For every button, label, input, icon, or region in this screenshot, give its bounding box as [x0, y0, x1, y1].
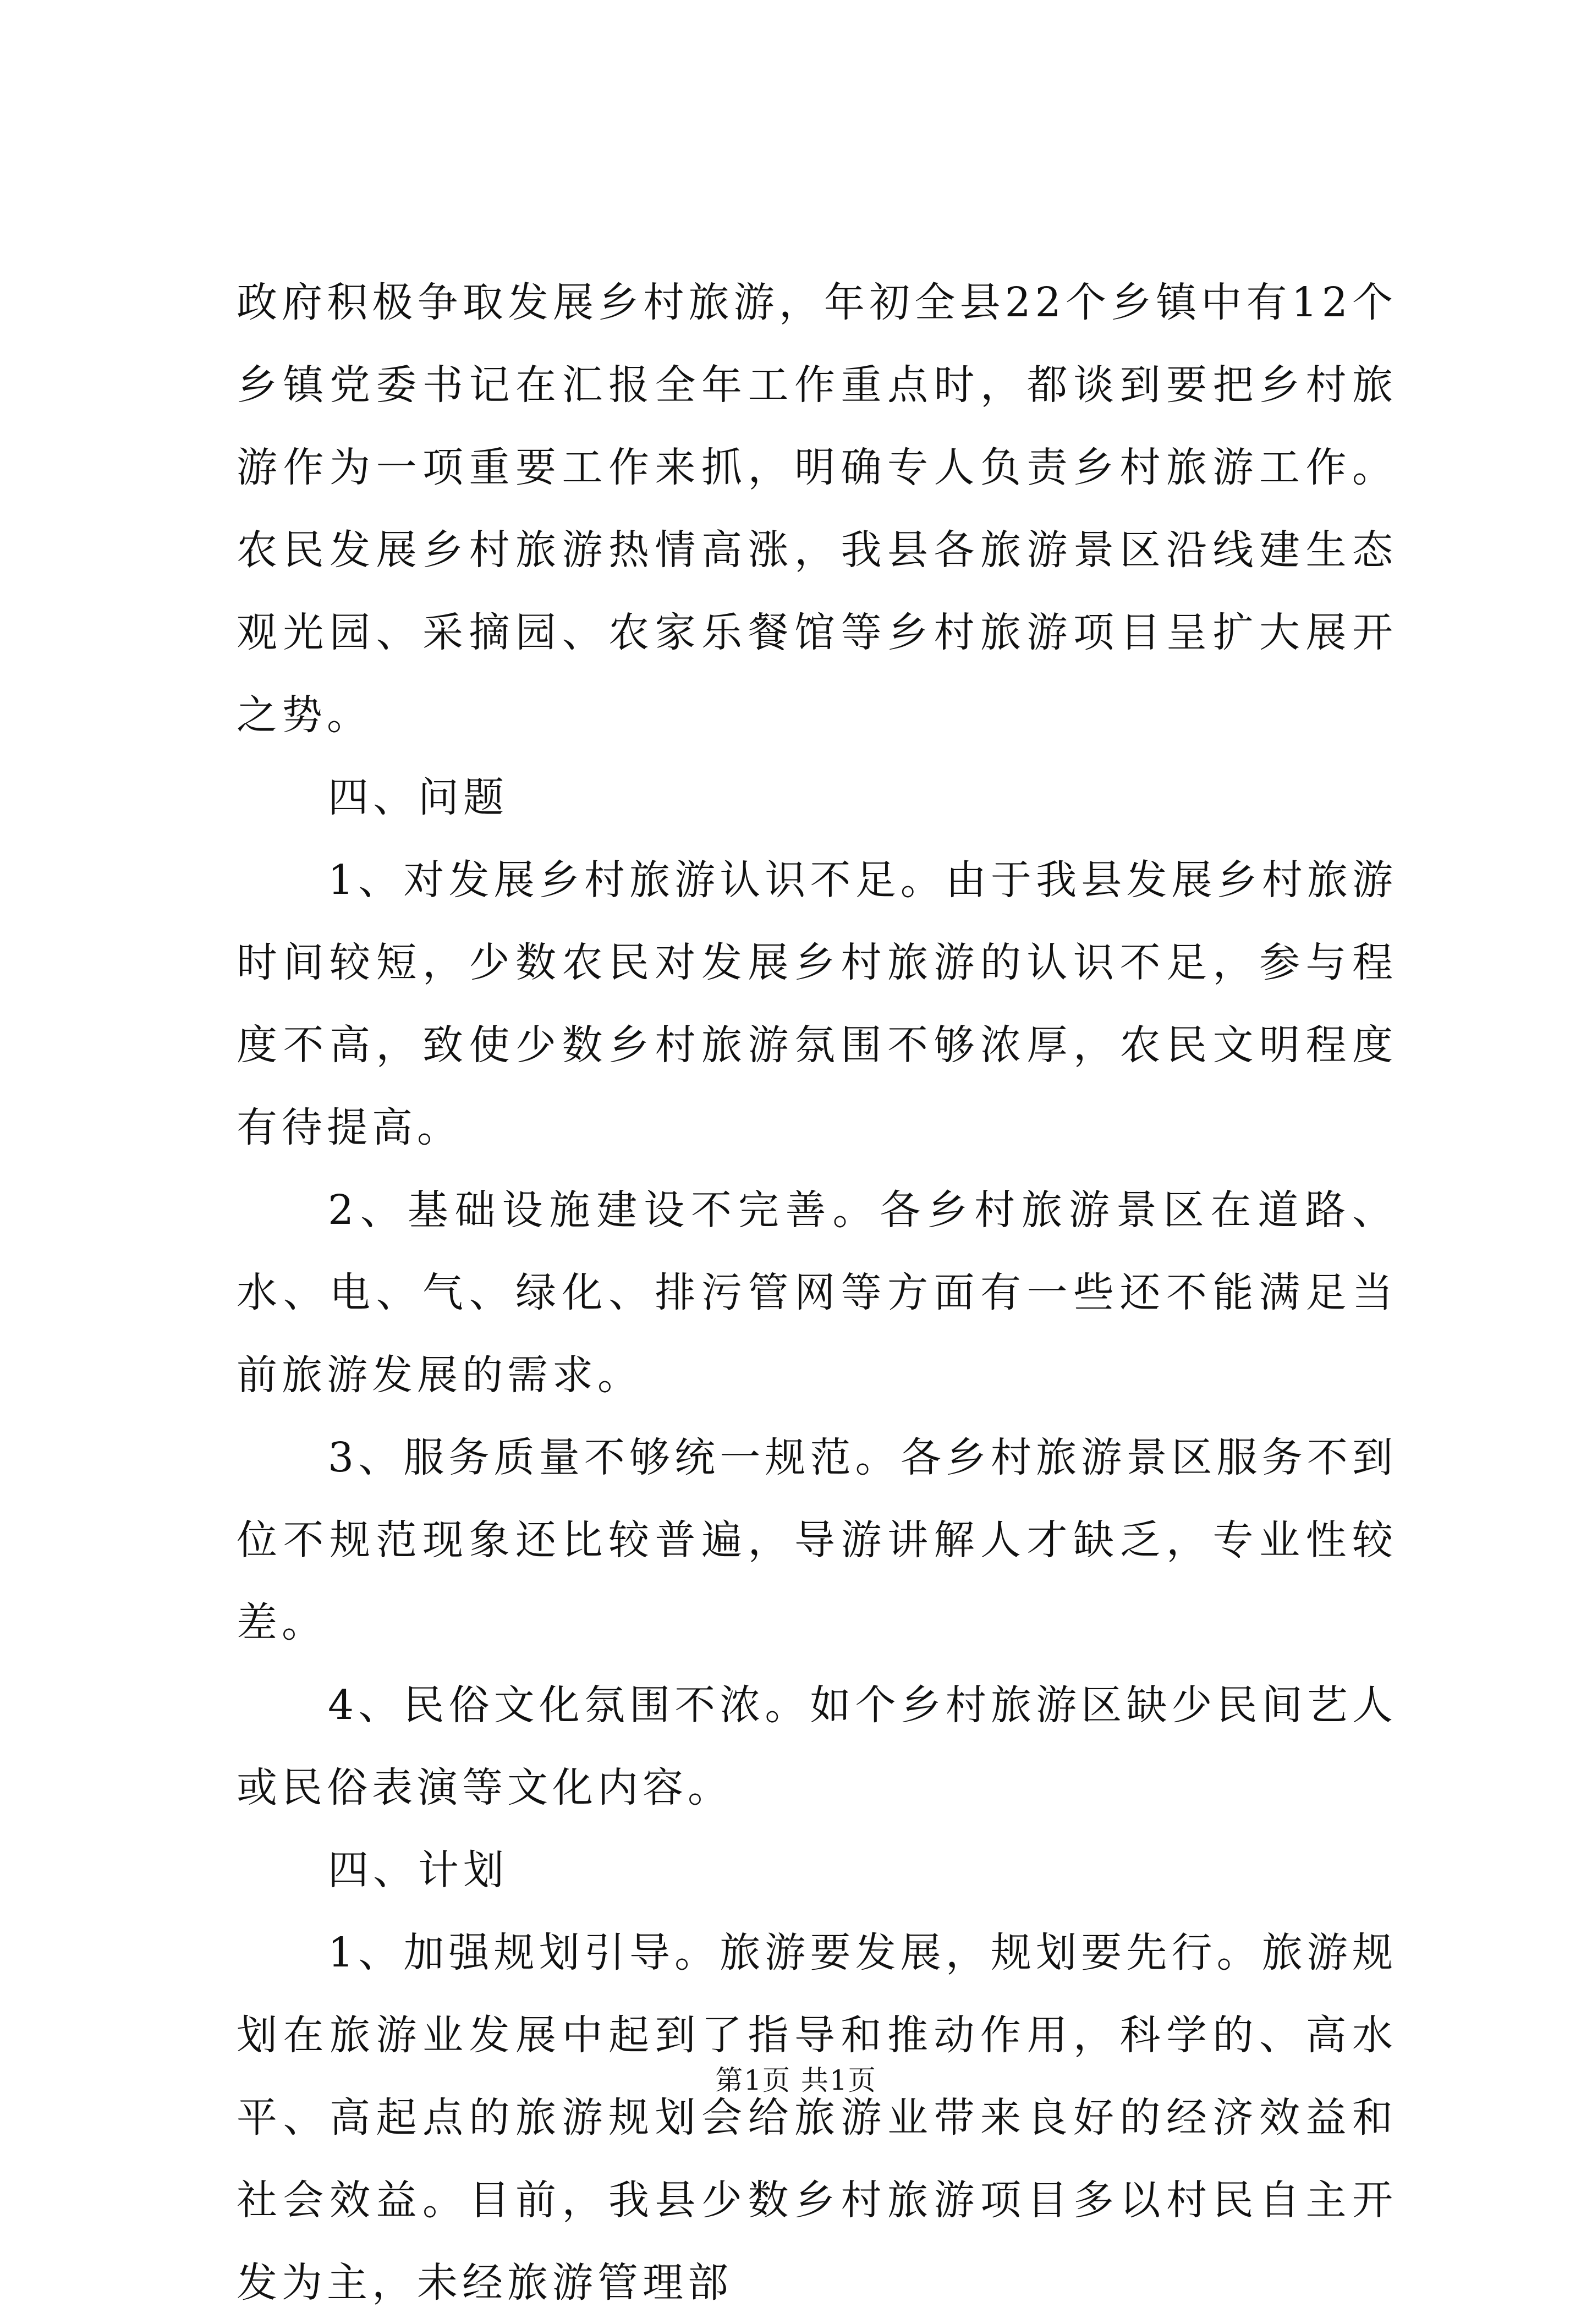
problem-item-3: 3、服务质量不够统一规范。各乡村旅游景区服务不到位不规范现象还比较普遍，导游讲解人才缺乏，专业性较差。	[237, 1434, 1397, 1646]
plan-item-1: 1、加强规划引导。旅游要发展，规划要先行。旅游规划在旅游业发展中起到了指导和推动作用，科学的、高水平、高起点的旅游规划会给旅游业带来良好的经济效益和社会效益。目前，我县少数乡村旅游项目多以村民自主开发为主，未经旅游管理部	[237, 1929, 1397, 2306]
page-footer: 第1页 共1页	[715, 2064, 877, 2096]
problem-item-4: 4、民俗文化氛围不浓。如个乡村旅游区缺少民间艺人或民俗表演等文化内容。	[237, 1682, 1397, 1811]
problem-item-1: 1、对发展乡村旅游认识不足。由于我县发展乡村旅游时间较短，少数农民对发展乡村旅游的认识不足，参与程度不高，致使少数乡村旅游氛围不够浓厚，农民文明程度有待提高。	[237, 856, 1397, 1151]
section-heading-problems: 四、问题	[328, 774, 508, 821]
problem-item-2: 2、基础设施建设不完善。各乡村旅游景区在道路、水、电、气、绿化、排污管网等方面有一些还不能满足当前旅游发展的需求。	[237, 1186, 1397, 1399]
paragraph-continuation: 政府积极争取发展乡村旅游，年初全县22个乡镇中有12个乡镇党委书记在汇报全年工作重点时，都谈到要把乡村旅游作为一项重要工作来抓，明确专人负责乡村旅游工作。农民发展乡村旅游热情高涨，我县各旅游景区沿线建生态观光园、采摘园、农家乐餐馆等乡村旅游项目呈扩大展开之势。	[237, 279, 1397, 739]
section-heading-plan: 四、计划	[328, 1847, 508, 1894]
document-body	[237, 261, 1397, 2324]
